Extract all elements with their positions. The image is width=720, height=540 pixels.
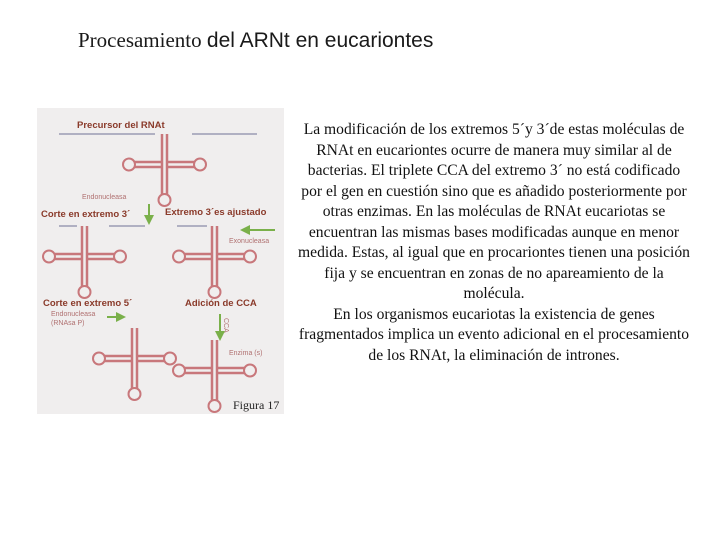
label-endonuclease-rnase: Endonucleasa bbox=[51, 311, 96, 318]
stage-cca-addition bbox=[173, 298, 262, 412]
label-rnase-p: (RNAsa P) bbox=[51, 320, 85, 327]
label-cut-5: Corte en extremo 5´ bbox=[43, 298, 133, 309]
body-text bbox=[298, 120, 690, 367]
label-end-3-adjusted: Extremo 3´es ajustado bbox=[165, 207, 267, 218]
stage-precursor bbox=[59, 120, 257, 206]
paragraph-1: La modificación de los extremos 5´y 3´de estas moléculas de RNAt en eucariontes ocurre de manera muy similar al de bacterias. El triplete CCA del extremo 3´ no está codificado por el gen en cuestión sino que es añadido posteriormente por otras enzimas. En las moléculas de RNAt eucariotas se encuentran las mismas bases modificadas aunque en menor medida. Estas, al igual que en procariontes tienen una posición fija y se encuentran en zonas de no apareamiento de la molécula. bbox=[298, 121, 690, 303]
paragraph-2: En los organismos eucariotas la existencia de genes fragmentados implica un evento adicional en el procesamiento de los RNAt, la eliminación de intrones. bbox=[298, 305, 690, 365]
label-endonuclease-top: Endonucleasa bbox=[82, 194, 127, 201]
label-cut-3: Corte en extremo 3´ bbox=[41, 209, 131, 220]
label-cca-addition: Adición de CCA bbox=[185, 298, 257, 309]
label-precursor: Precursor del RNAt bbox=[77, 120, 165, 131]
stage-cut-3 bbox=[41, 204, 149, 298]
title-part-2: del ARNt en eucariontes bbox=[206, 29, 434, 52]
label-cca-vertical: CCA bbox=[222, 318, 229, 333]
figure-caption: Figura 17 bbox=[233, 398, 280, 412]
slide-title bbox=[78, 28, 433, 53]
label-exonuclease: Exonucleasa bbox=[229, 238, 270, 245]
trna-processing-diagram bbox=[37, 108, 284, 414]
title-part-1: Procesamiento bbox=[78, 28, 202, 52]
trna-processing-figure bbox=[37, 108, 284, 414]
stage-end-3-adjusted bbox=[165, 207, 275, 298]
label-enzymes: Enzima (s) bbox=[229, 350, 263, 357]
stage-cut-5 bbox=[43, 298, 176, 400]
